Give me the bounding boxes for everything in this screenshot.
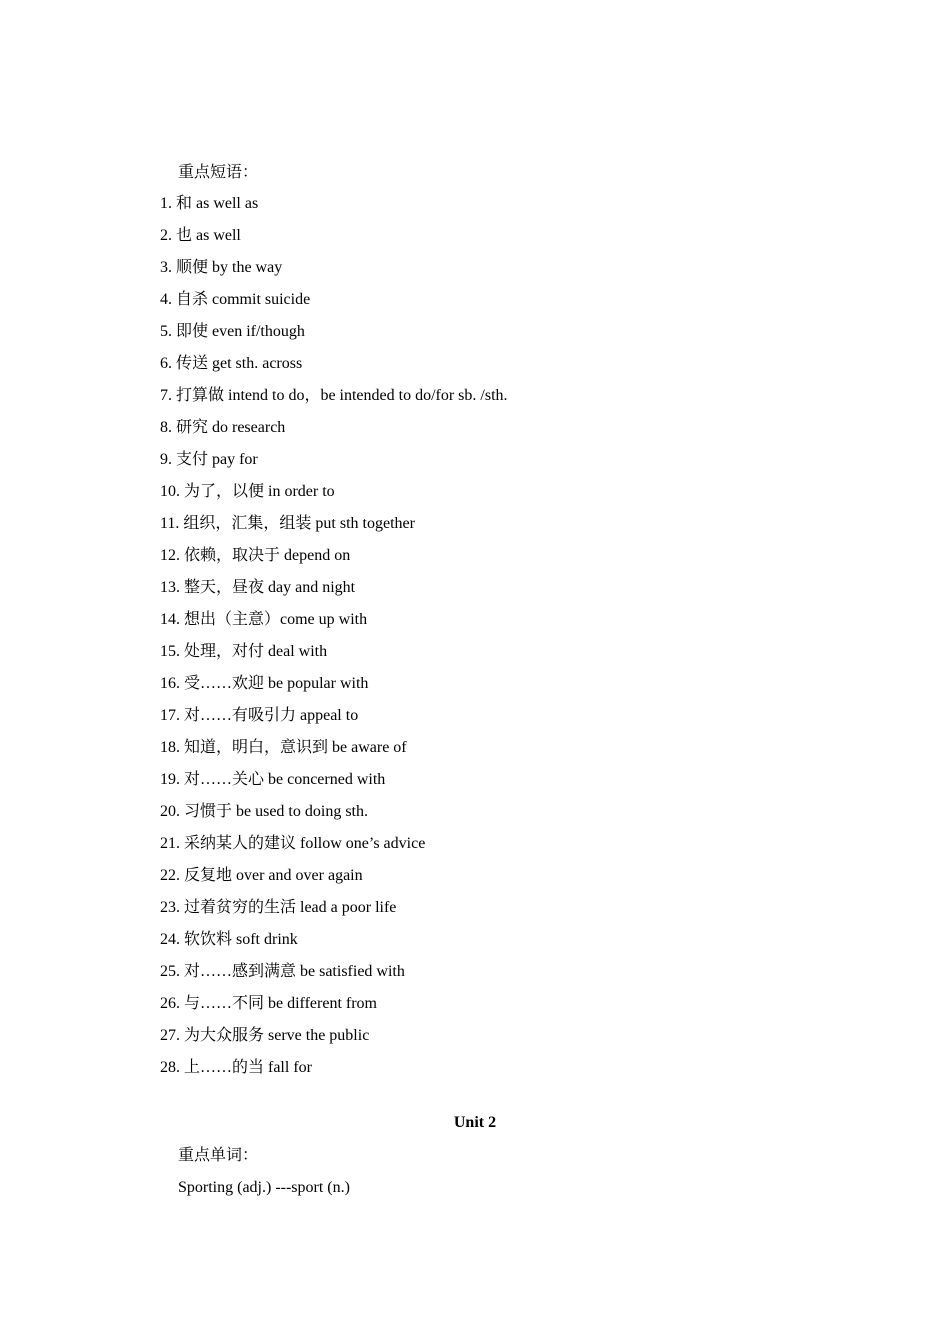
phrase-item-23: 23. 过着贫穷的生活 lead a poor life: [160, 899, 397, 916]
phrase-item-9: 9. 支付 pay for: [160, 451, 258, 468]
phrase-item-17: 17. 对……有吸引力 appeal to: [160, 707, 359, 724]
phrase-item-12: 12. 依赖，取决于 depend on: [160, 547, 351, 564]
phrase-item-14: 14. 想出（主意）come up with: [160, 611, 368, 628]
phrase-item-6: 6. 传送 get sth. across: [160, 355, 303, 372]
phrase-item-3: 3. 顺便 by the way: [160, 259, 283, 276]
phrase-item-22: 22. 反复地 over and over again: [160, 867, 363, 884]
phrase-item-19: 19. 对……关心 be concerned with: [160, 771, 386, 788]
phrase-item-4: 4. 自杀 commit suicide: [160, 291, 311, 308]
unit-title: Unit 2: [453, 1114, 497, 1131]
phrase-item-25: 25. 对……感到满意 be satisfied with: [160, 963, 405, 980]
phrase-item-15: 15. 处理，对付 deal with: [160, 643, 328, 660]
phrase-item-2: 2. 也 as well: [160, 227, 241, 244]
phrase-item-10: 10. 为了，以便 in order to: [160, 483, 335, 500]
phrase-item-28: 28. 上……的当 fall for: [160, 1059, 312, 1076]
words-heading: 重点单词：: [178, 1147, 259, 1164]
phrase-item-7: 7. 打算做 intend to do，be intended to do/for sb. /sth.: [160, 387, 508, 404]
phrase-item-16: 16. 受……欢迎 be popular with: [160, 675, 369, 692]
phrase-item-20: 20. 习惯于 be used to doing sth.: [160, 803, 368, 820]
phrase-item-24: 24. 软饮料 soft drink: [160, 931, 298, 948]
word-entry-1: Sporting (adj.) ---sport (n.): [178, 1179, 350, 1196]
phrase-item-8: 8. 研究 do research: [160, 419, 286, 436]
phrase-item-11: 11. 组织，汇集，组装 put sth together: [160, 515, 415, 532]
phrase-item-1: 1. 和 as well as: [160, 195, 259, 212]
phrase-item-27: 27. 为大众服务 serve the public: [160, 1027, 370, 1044]
phrase-item-26: 26. 与……不同 be different from: [160, 995, 377, 1012]
phrase-item-18: 18. 知道，明白，意识到 be aware of: [160, 739, 407, 756]
phrase-item-21: 21. 采纳某人的建议 follow one’s advice: [160, 835, 426, 852]
phrase-item-13: 13. 整天，昼夜 day and night: [160, 579, 356, 596]
phrases-heading: 重点短语：: [178, 164, 259, 181]
phrase-item-5: 5. 即使 even if/though: [160, 323, 305, 340]
